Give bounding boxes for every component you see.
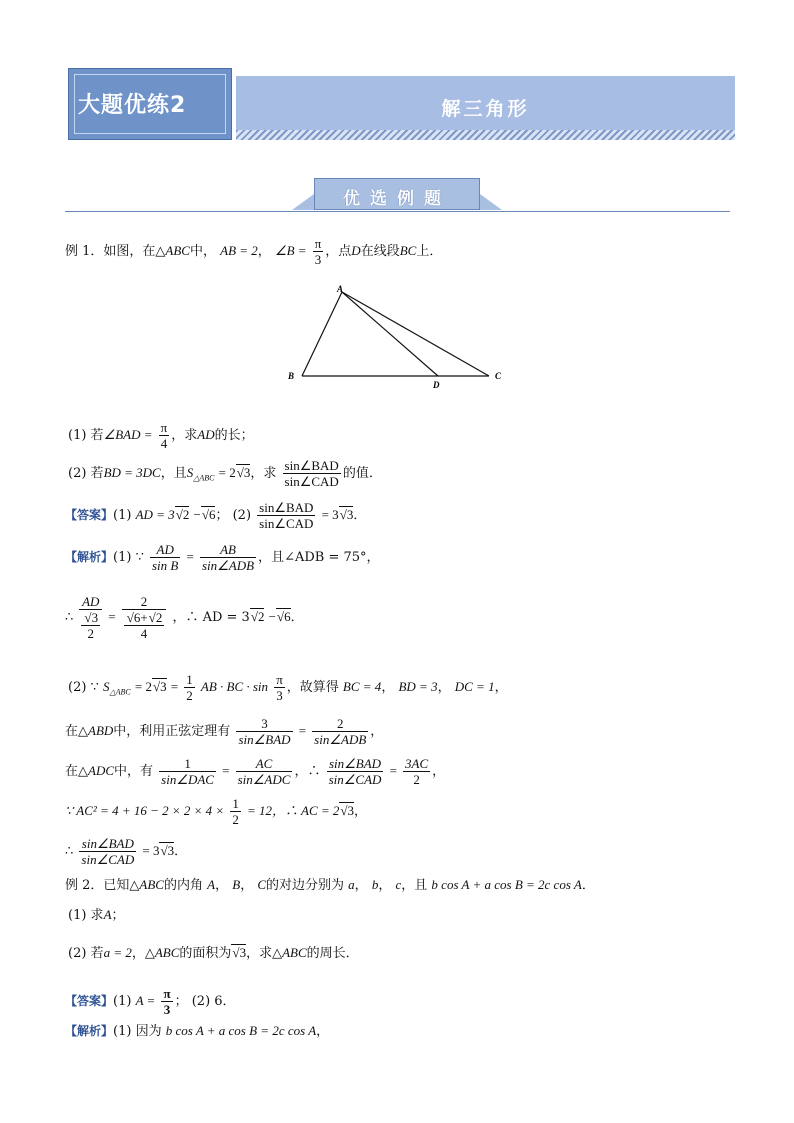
ex1-solution-line-5 bbox=[65, 756, 445, 787]
math: S bbox=[102, 679, 110, 694]
fraction bbox=[313, 236, 324, 267]
fraction bbox=[150, 542, 180, 573]
radicand: 3 bbox=[346, 507, 354, 522]
math: C bbox=[257, 877, 267, 892]
math: AD = 3 bbox=[135, 507, 175, 522]
text: (1) bbox=[113, 508, 132, 523]
text: 在△ bbox=[65, 764, 88, 779]
radicand: 2 bbox=[155, 610, 163, 625]
page-title: 解三角形 bbox=[441, 98, 530, 120]
math: ∠B = bbox=[274, 243, 307, 258]
segment-ad bbox=[342, 292, 438, 376]
denominator: 4 bbox=[140, 626, 148, 641]
side-ac bbox=[342, 292, 489, 376]
text: ， bbox=[437, 680, 451, 695]
text: ， bbox=[432, 764, 446, 779]
fraction bbox=[159, 420, 170, 451]
math: BD = 3 bbox=[398, 679, 438, 694]
math: AD bbox=[197, 427, 215, 442]
numerator: sin∠BAD bbox=[284, 458, 339, 473]
side-ab bbox=[302, 292, 342, 376]
fraction bbox=[81, 610, 100, 641]
denominator: 2 bbox=[87, 626, 94, 641]
subscript: △ABC bbox=[109, 687, 131, 697]
text: ． bbox=[581, 878, 595, 893]
math: D bbox=[351, 243, 361, 258]
radicand: 3 bbox=[243, 465, 251, 480]
math: = bbox=[186, 549, 194, 564]
denominator: sin∠BAD bbox=[238, 732, 291, 747]
text: ，点 bbox=[325, 244, 352, 259]
denominator: sin∠DAC bbox=[161, 772, 214, 787]
text: ； bbox=[174, 994, 188, 1009]
numerator: 2 bbox=[312, 716, 368, 732]
denominator bbox=[122, 610, 167, 641]
compound-fraction bbox=[122, 594, 167, 641]
denominator bbox=[79, 610, 102, 641]
label-a: A bbox=[337, 284, 344, 294]
math: A bbox=[207, 877, 216, 892]
text: ； bbox=[111, 908, 125, 923]
text: 的值． bbox=[342, 466, 382, 481]
radicand: 3 bbox=[347, 803, 355, 818]
denominator: 3 bbox=[314, 252, 322, 267]
text: ，且 bbox=[160, 466, 187, 481]
fraction bbox=[159, 756, 216, 787]
text: ． bbox=[174, 844, 188, 859]
radicand: 3 bbox=[91, 610, 99, 625]
text: ， bbox=[316, 1024, 330, 1039]
fraction bbox=[312, 716, 368, 747]
numerator: π bbox=[163, 986, 171, 1001]
denominator: 2 bbox=[232, 812, 239, 827]
denominator: sin∠CAD bbox=[81, 852, 135, 867]
fraction bbox=[161, 986, 172, 1017]
denominator: 3 bbox=[163, 1002, 171, 1017]
numerator: 1 bbox=[159, 756, 216, 772]
text: 的对边分别为 bbox=[266, 878, 345, 893]
math: ABD bbox=[88, 723, 114, 738]
fraction bbox=[230, 796, 241, 827]
math: b bbox=[371, 877, 379, 892]
denominator: 3 bbox=[276, 688, 283, 703]
ex1-stem bbox=[65, 236, 442, 267]
triangle-figure bbox=[284, 282, 514, 392]
text: (1) bbox=[113, 994, 132, 1009]
math: = bbox=[170, 679, 179, 694]
numerator: 2 bbox=[122, 594, 167, 610]
denominator: sin∠CAD bbox=[328, 772, 382, 787]
badge-label: 优选例题 bbox=[343, 189, 451, 209]
text: 在线段 bbox=[360, 244, 400, 259]
denominator: sin∠CAD bbox=[259, 516, 314, 531]
text: ∴ bbox=[65, 610, 74, 625]
numerator: 1 bbox=[232, 796, 239, 811]
numerator: AD bbox=[79, 594, 102, 610]
math: A bbox=[103, 907, 112, 922]
math: AB = 2 bbox=[220, 243, 258, 258]
fraction bbox=[283, 458, 341, 489]
text: (2) bbox=[232, 508, 252, 523]
ex1-question-2 bbox=[68, 458, 382, 489]
sqrt: √3 bbox=[84, 610, 99, 625]
banner-tag-text: 大题优练2 bbox=[78, 93, 187, 118]
text: ， bbox=[354, 804, 368, 819]
fraction bbox=[184, 672, 195, 703]
text: 的面积为 bbox=[179, 946, 232, 961]
math: ABC bbox=[282, 945, 307, 960]
math: ∠BAD = bbox=[103, 427, 153, 442]
sqrt: √3 bbox=[232, 945, 247, 960]
math: ABC bbox=[154, 945, 180, 960]
math: b cos A + a cos B = 2c cos A bbox=[165, 1023, 317, 1038]
numerator: π bbox=[314, 236, 322, 251]
sqrt: √3 bbox=[152, 679, 167, 694]
math: − bbox=[193, 507, 201, 522]
text: (1) ∵ bbox=[113, 550, 144, 565]
label-b: B bbox=[288, 371, 295, 381]
math: b cos A + a cos B = 2c cos A bbox=[431, 877, 582, 892]
text: ，故算得 bbox=[286, 680, 339, 695]
math: = 2 bbox=[134, 679, 152, 694]
fraction bbox=[274, 672, 285, 703]
fraction bbox=[327, 756, 384, 787]
text: ，△ bbox=[131, 946, 155, 961]
math: B bbox=[232, 877, 241, 892]
text: (2) 若 bbox=[68, 946, 104, 961]
math: ABC bbox=[165, 243, 190, 258]
math: ADC bbox=[88, 763, 114, 778]
subscript: △ABC bbox=[193, 473, 215, 483]
label-d: D bbox=[433, 380, 440, 390]
numerator bbox=[81, 610, 100, 626]
text: ， bbox=[370, 724, 384, 739]
numerator: 3AC bbox=[405, 756, 429, 771]
math: = bbox=[222, 763, 230, 778]
numerator: AC bbox=[236, 756, 293, 772]
banner-stripes bbox=[236, 130, 735, 140]
text: ，求 bbox=[171, 428, 198, 443]
text: ，求△ bbox=[246, 946, 283, 961]
math: = 3 bbox=[142, 843, 160, 858]
math: BC bbox=[399, 243, 417, 258]
sqrt: √3 bbox=[339, 507, 354, 522]
math: BD = 3DC bbox=[103, 465, 161, 480]
numerator: π bbox=[160, 420, 168, 435]
math: = bbox=[298, 723, 307, 738]
math: AB · BC · sin bbox=[200, 679, 269, 694]
text: ，且∠ADB = 75°， bbox=[258, 550, 380, 565]
numerator: sin∠BAD bbox=[327, 756, 384, 772]
math: c bbox=[395, 877, 402, 892]
denominator: sin∠ADB bbox=[314, 732, 367, 747]
text: 的周长． bbox=[306, 946, 359, 961]
denominator: sin∠ADC bbox=[237, 772, 291, 787]
fraction bbox=[257, 500, 315, 531]
ex2-question-1 bbox=[68, 906, 125, 925]
numerator: π bbox=[276, 672, 283, 687]
radicand: 6 bbox=[208, 507, 216, 522]
denominator: sin B bbox=[151, 558, 179, 573]
text: (2) ∵ bbox=[68, 680, 99, 695]
text: 中，利用正弦定理有 bbox=[113, 724, 231, 739]
denominator: 2 bbox=[186, 688, 193, 703]
badge-left-wing bbox=[292, 194, 314, 210]
label-c: C bbox=[495, 371, 502, 381]
text: ，∴ bbox=[294, 764, 321, 779]
math: − bbox=[268, 609, 276, 624]
math: S bbox=[186, 465, 194, 480]
solution-tag: 【解析】 bbox=[65, 550, 114, 564]
fraction bbox=[200, 542, 256, 573]
text: ，且 bbox=[401, 878, 428, 893]
text: ∴ bbox=[65, 844, 74, 859]
text: ， bbox=[354, 878, 368, 893]
math: = bbox=[108, 609, 116, 624]
text: 的长； bbox=[214, 428, 254, 443]
numerator: sin∠BAD bbox=[259, 500, 314, 515]
compound-fraction bbox=[79, 594, 102, 641]
math: = bbox=[389, 763, 397, 778]
text: 中，有 bbox=[114, 764, 154, 779]
radicand: 6 bbox=[284, 609, 291, 624]
text: (1) 求 bbox=[68, 908, 104, 923]
text: 例 1．如图，在 bbox=[65, 244, 156, 259]
ex1-solution-line-4 bbox=[65, 716, 383, 747]
denominator: 2 bbox=[413, 772, 420, 787]
answer-tag: 【答案】 bbox=[65, 508, 114, 522]
header-banner bbox=[68, 68, 735, 142]
text: ， bbox=[257, 244, 271, 259]
ex2-solution-line-1 bbox=[65, 1022, 329, 1041]
text: 中， bbox=[189, 244, 216, 259]
sqrt: √3 bbox=[160, 843, 175, 858]
fraction bbox=[79, 836, 136, 867]
sqrt: √6 bbox=[126, 610, 141, 625]
fraction bbox=[124, 610, 165, 641]
ex1-answer bbox=[65, 500, 366, 531]
radicand: 3 bbox=[167, 843, 175, 858]
text: 的内角 bbox=[163, 878, 203, 893]
text: ，求 bbox=[250, 466, 277, 481]
radicand: 3 bbox=[239, 945, 247, 960]
denominator: sin∠ADB bbox=[201, 558, 255, 573]
solution-tag: 【解析】 bbox=[65, 1024, 114, 1038]
radicand: 6 bbox=[133, 610, 141, 625]
answer-tag: 【答案】 bbox=[65, 994, 114, 1008]
ex1-solution-line-6 bbox=[65, 796, 367, 827]
ex1-solution-line-3 bbox=[68, 672, 508, 703]
ex1-solution-line-2 bbox=[65, 594, 304, 641]
sqrt: √2 bbox=[148, 610, 163, 625]
ex1-solution-line-7 bbox=[65, 836, 187, 867]
ex1-question-1 bbox=[68, 420, 254, 451]
ex2-stem bbox=[65, 876, 595, 895]
numerator: AD bbox=[150, 542, 180, 558]
text: 上． bbox=[416, 244, 443, 259]
text: (2) 6． bbox=[191, 994, 236, 1009]
math: BC = 4 bbox=[342, 679, 382, 694]
text: ， bbox=[215, 878, 229, 893]
math: = 2 bbox=[218, 465, 236, 480]
math: ABC bbox=[139, 877, 164, 892]
text: ， bbox=[494, 680, 508, 695]
text: △ bbox=[155, 244, 166, 259]
radicand: 2 bbox=[182, 507, 190, 522]
numerator: AB bbox=[200, 542, 256, 558]
ex2-question-2 bbox=[68, 944, 359, 963]
math: DC = 1 bbox=[454, 679, 495, 694]
math: + bbox=[140, 610, 148, 625]
text: ， bbox=[240, 878, 254, 893]
sqrt: √6 bbox=[201, 507, 216, 522]
ex1-solution-line-1 bbox=[65, 542, 380, 573]
badge-right-wing bbox=[480, 194, 502, 210]
fraction bbox=[403, 756, 430, 787]
fraction bbox=[236, 756, 293, 787]
text: 在△ bbox=[65, 724, 88, 739]
math: a bbox=[348, 877, 355, 892]
numerator: 3 bbox=[236, 716, 292, 732]
sqrt: √3 bbox=[340, 803, 355, 818]
sqrt: √3 bbox=[236, 465, 251, 480]
radicand: 3 bbox=[160, 679, 167, 694]
math: = 12，∴ AC = 2 bbox=[246, 803, 340, 818]
numerator bbox=[124, 610, 165, 626]
text: ． bbox=[290, 610, 304, 625]
text: ， bbox=[381, 680, 395, 695]
math: a = 2 bbox=[103, 945, 132, 960]
sqrt: √2 bbox=[175, 507, 190, 522]
denominator: sin∠CAD bbox=[284, 474, 339, 489]
text: ； bbox=[215, 508, 229, 523]
text: ， bbox=[378, 878, 392, 893]
numerator: sin∠BAD bbox=[79, 836, 136, 852]
sqrt: √6 bbox=[276, 609, 291, 624]
ex2-answer bbox=[65, 986, 236, 1017]
text: 例 2．已知△ bbox=[65, 878, 140, 893]
text: (2) 若 bbox=[68, 466, 104, 481]
sqrt: √2 bbox=[250, 609, 265, 624]
text: ． bbox=[353, 508, 367, 523]
math: A = bbox=[135, 993, 156, 1008]
fraction bbox=[236, 716, 292, 747]
text: (1) 若 bbox=[68, 428, 104, 443]
radicand: 2 bbox=[257, 609, 265, 624]
numerator: 1 bbox=[186, 672, 193, 687]
section-badge bbox=[292, 172, 502, 212]
text: (1) 因为 bbox=[113, 1024, 162, 1039]
text: ，∴ AD = 3 bbox=[172, 610, 250, 625]
math: ∵ AC² = 4 + 16 − 2 × 2 × 4 × bbox=[65, 803, 225, 818]
denominator: 4 bbox=[160, 436, 168, 451]
math: = 3 bbox=[321, 507, 339, 522]
